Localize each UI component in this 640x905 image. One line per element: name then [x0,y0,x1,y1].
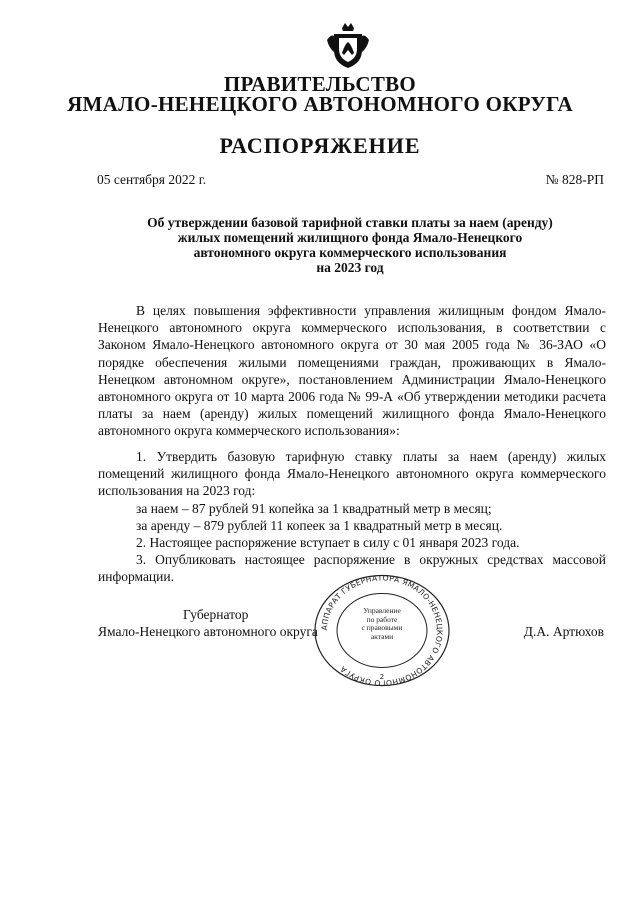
item-3-paragraph: 3. Опубликовать настоящее распоряжение в окружных средствах массовой информации. [98,552,606,585]
stamp-number: 2 [379,673,385,681]
stamp-center-line: актами [370,631,394,641]
official-stamp [312,573,452,688]
rate-lease-line: за аренду – 879 рублей 11 копеек за 1 квадратный метр в месяц. [136,517,503,533]
preamble-paragraph: В целях повышения эффективности управления жилищным фондом Ямало-Ненецкого автономного округа коммерческого использования, в соответствии с Законом Ямало-Ненецкого автономного округа от 30 мая 2005 года № 36-ЗАО «О порядке обеспечения жилыми помещениями граждан, проживающих в Ямало-Ненецком автономном округе», постановлением Администрации Ямало-Ненецкого автономного округа от 10 марта 2006 года № 99-А «Об утверждении методики расчета платы за наем (аренду) жилых помещений жилищного фонда Ямало-Ненецкого автономного округа коммерческого использования»: [98,303,606,439]
item-2-paragraph: 2. Настоящее распоряжение вступает в силу с 01 января 2023 года. [136,535,520,551]
resolution-items [98,448,606,586]
signatory-organization: Ямало-Ненецкого автономного округа [98,624,318,639]
preamble-section [98,302,606,440]
stamp-outer-text: АППАРАТ ГУБЕРНАТОРА ЯМАЛО-НЕНЕЦКОГО АВТОНОМНОГО ОКРУГА [319,573,445,688]
government-title-line2: ЯМАЛО-НЕНЕЦКОГО АВТОНОМНОГО ОКРУГА [67,92,573,116]
rate-rent-line: за наем – 87 рублей 91 копейка за 1 квадратный метр в месяц; [136,500,492,516]
document-type-heading: РАСПОРЯЖЕНИЕ [219,133,421,158]
stamp-center-line: по работе [366,614,398,624]
stamp-center-text [356,607,408,641]
stamp-center-line: с правовыми [361,623,403,633]
stamp-center-line: Управление [363,606,401,615]
item-1-paragraph: 1. Утвердить базовую тарифную ставку платы за наем (аренду) жилых помещений жилищного фонда Ямало-Ненецкого автономного округа коммерческого использования на 2023 год: [98,449,606,499]
document-number: № 828-РП [545,172,604,187]
title-line: Об утверждении базовой тарифной ставки платы за наем (аренду) [147,215,553,230]
document-date: 05 сентября 2022 г. [97,172,207,187]
document-subject-title [100,215,600,275]
signatory-name: Д.А. Артюхов [523,624,604,639]
title-line: жилых помещений жилищного фонда Ямало-Ненецкого [177,230,523,245]
title-line: на 2023 год [316,260,384,275]
government-title-line1: ПРАВИТЕЛЬСТВО [223,72,417,96]
signatory-position: Губернатор [183,607,249,622]
title-line: автономного округа коммерческого использования [193,245,507,260]
coat-of-arms-emblem [325,20,371,70]
